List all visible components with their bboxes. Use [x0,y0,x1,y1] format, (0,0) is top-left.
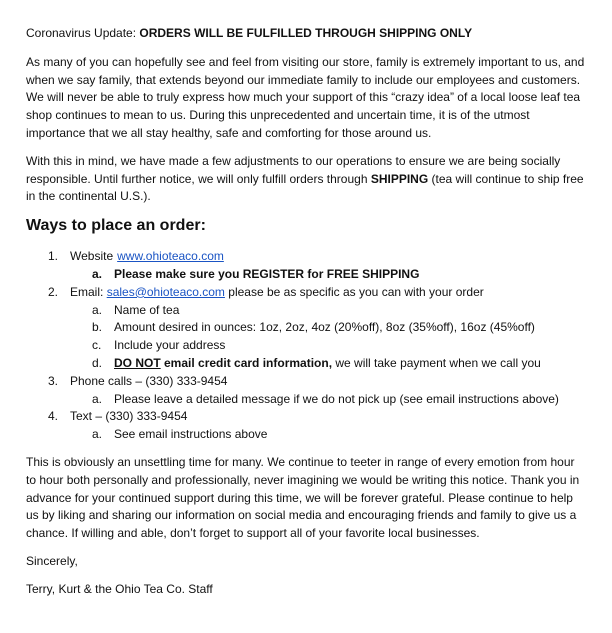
register-note: Please make sure you REGISTER for FREE SHIPPING [114,266,420,281]
list-number: 4. [48,409,59,424]
website-sublist [70,266,586,284]
website-label: Website [70,249,114,264]
sub-text: we will take payment when we call you [332,355,541,370]
email-instructions: please be as specific as you can with your order [224,284,484,299]
list-item [70,426,586,444]
list-item [70,355,586,373]
sub-letter: a. [92,266,103,281]
sub-letter: a. [92,427,103,442]
list-item [70,266,586,284]
text-message-text: Text – (330) 333-9454 [70,409,188,424]
sub-letter: a. [92,302,103,317]
list-item-phone [26,373,586,409]
list-number: 3. [48,373,59,388]
sub-letter: a. [92,391,103,406]
email-label: Email: [70,284,107,299]
list-item [70,302,586,320]
list-item-text [26,408,586,444]
list-number: 1. [48,249,59,264]
text-sublist [70,426,586,444]
intro-paragraph: As many of you can hopefully see and feel from visiting our store, family is extremely important to us, and when we say family, that extends beyond our immediate family to include our employees and customers. We will never be able to truly express how much your support of this “crazy idea” of a local loose leaf tea shop continues to mean to us. During this unprecedented and uncertain time, it is of the utmost importance that we all stay healthy, safe and comforting for those around us. [26,54,585,140]
adjustments-paragraph [26,153,586,206]
sub-letter: d. [92,355,103,370]
list-item [70,391,586,409]
signoff: Sincerely, [26,553,78,568]
sub-text: See email instructions above [114,427,268,442]
adjustments-text-end: (tea will continue to ship free in the continental U.S.). [26,171,584,204]
ways-heading: Ways to place an order: [26,217,206,235]
list-number: 2. [48,284,59,299]
list-item-website [26,248,586,284]
closing-paragraph: This is obviously an unsettling time for many. We continue to teeter in range of every emotion from hour to hour both personally and professionally, never imagining we would be writing this notice. Thank you in advance for your continued support during this time, we will be forever grateful. Please continue to help us by liking and sharing our information on social media and encouraging friends and family to give us a chance. If willing and able, don’t forget to support all of your favorite local businesses. [26,454,580,541]
sub-text: Include your address [114,338,226,353]
website-link[interactable]: www.ohioteaco.com [117,249,224,264]
sub-letter: b. [92,320,103,335]
update-title [26,25,586,43]
do-not-emphasis: DO NOT [114,355,161,370]
sub-text: Please leave a detailed message if we do not pick up (see email instructions above) [114,391,559,406]
credit-card-warning: email credit card information, [160,355,333,370]
sub-letter: c. [92,338,102,353]
adjustments-text: With this in mind, we have made a few adjustments to our operations to ensure we are being socially responsible. Until further notice, we will only fulfill orders through [26,153,561,186]
sub-text: Amount desired in ounces: 1oz, 2oz, 4oz (20%off), 8oz (35%off), 16oz (45%off) [114,320,535,335]
email-sublist [70,302,586,373]
list-item [70,319,586,337]
title-emphasis: ORDERS WILL BE FULFILLED THROUGH SHIPPING ONLY [139,26,473,40]
phone-text: Phone calls – (330) 333-9454 [70,373,228,388]
list-item [70,337,586,355]
order-methods-list [26,248,586,444]
signature: Terry, Kurt & the Ohio Tea Co. Staff [26,581,213,596]
shipping-emphasis: SHIPPING [370,171,429,186]
list-item-email [26,284,586,373]
email-link[interactable]: sales@ohioteaco.com [106,284,225,299]
title-prefix: Coronavirus Update: [26,26,140,40]
sub-text: Name of tea [114,302,180,317]
phone-sublist [70,391,586,409]
